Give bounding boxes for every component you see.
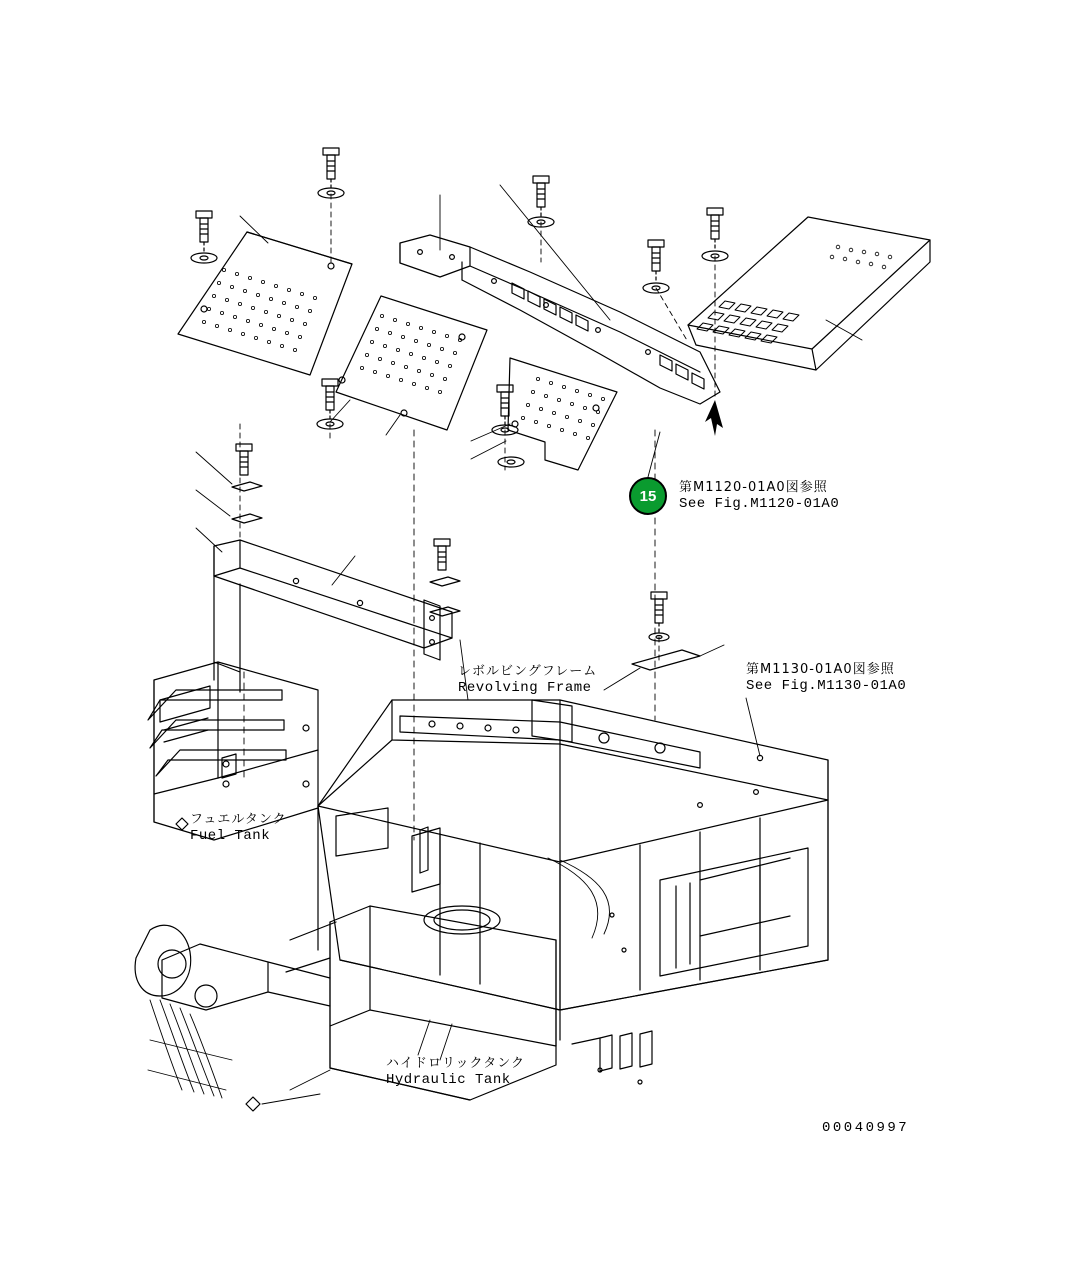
- bolt-icon: [434, 539, 450, 570]
- label-fuel-tank: [190, 811, 287, 845]
- deck-plate-small: [508, 358, 617, 470]
- undercarriage-left: [135, 922, 336, 1098]
- deck-plate-center: [336, 296, 487, 430]
- washer-icon: [191, 253, 217, 263]
- drawing-number: 00040997: [822, 1120, 910, 1136]
- label-hydraulic-tank: [386, 1055, 525, 1089]
- reference-m1120-jp: 第M1120-01A0図参照: [679, 480, 828, 495]
- bolt-icon: [322, 379, 338, 410]
- left-fender: [148, 690, 286, 776]
- bolt-icon: [651, 592, 667, 623]
- reference-m1130-jp: 第M1130-01A0図参照: [746, 662, 895, 677]
- arrow-head: [705, 400, 723, 436]
- bolt-icon: [497, 385, 513, 416]
- bolt-icon: [236, 444, 252, 475]
- plate-washer-icon: [232, 514, 262, 523]
- reference-m1120: [679, 479, 839, 513]
- mount-plate-small: [632, 650, 700, 670]
- reference-m1120-en: See Fig.M1120-01A0: [679, 496, 840, 512]
- bolt-icon: [648, 240, 664, 271]
- label-revolving-frame-en: Revolving Frame: [458, 680, 592, 696]
- label-fuel-tank-en: Fuel Tank: [190, 828, 271, 844]
- callout-15[interactable]: 15: [629, 477, 667, 515]
- reference-m1130-en: See Fig.M1130-01A0: [746, 678, 907, 694]
- bolt-icon: [323, 148, 339, 179]
- label-revolving-frame-jp: レボルビングフレーム: [458, 664, 598, 679]
- plate-washer-icon: [232, 482, 262, 491]
- label-hydraulic-tank-en: Hydraulic Tank: [386, 1072, 511, 1088]
- bolt-icon: [707, 208, 723, 239]
- label-revolving-frame: [458, 663, 597, 697]
- washer-icon: [498, 457, 524, 467]
- step-plate-right: [688, 217, 930, 370]
- reference-m1130: [746, 661, 906, 695]
- bolt-icon: [533, 176, 549, 207]
- center-rail-beam: [400, 235, 720, 404]
- revolving-frame-assembly: [318, 700, 828, 1084]
- label-fuel-tank-jp: フュエルタンク: [190, 812, 287, 827]
- plate-washer-icon: [430, 607, 460, 616]
- label-hydraulic-tank-jp: ハイドロリックタンク: [386, 1056, 525, 1071]
- side-bracket-long: [214, 540, 452, 692]
- bolt-icon: [196, 211, 212, 242]
- plate-washer-icon: [430, 577, 460, 586]
